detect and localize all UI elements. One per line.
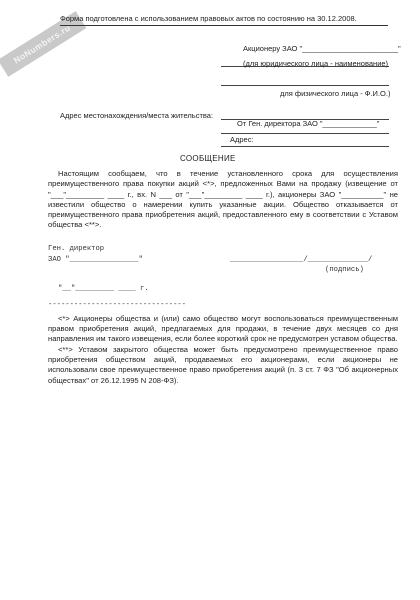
- legal-entity-hint: (для юридического лица - наименование): [243, 59, 389, 68]
- signature-date: "__"_________ ____ г.: [58, 285, 149, 293]
- address-line: [221, 146, 389, 147]
- watermark-text: NoNumbers.ru: [11, 22, 73, 66]
- body-text: Настоящим сообщаем, что в течение установленного срока для осуществления преимущественного права покупки акций <*>, предложенных Вами на продажу (извещение от "___"_________ ____ г., вх. N ___ от "___"_________ ____ г.), акционеры ЗАО "__________" не известили общество о намерении купить указанные акции. Общество отказывается от преимущественного права приобретения акций, предоставленного ему в соответствии с Уставом общества <**>.: [48, 169, 398, 230]
- signature-line: _________________/______________/: [230, 256, 373, 264]
- signature-hint: (подпись): [325, 266, 364, 274]
- header-note: Форма подготовлена с использованием правовых актов по состоянию на 30.12.2008.: [60, 14, 388, 26]
- document-title: СООБЩЕНИЕ: [180, 154, 236, 163]
- address-label: Адрес:: [230, 135, 254, 144]
- to-shareholder: Акционеру ЗАО "_______________________": [243, 44, 401, 53]
- blank-line: [221, 85, 389, 86]
- from-director: От Ген. директора ЗАО "_____________": [237, 119, 380, 128]
- footnote-1: <*> Акционеры общества и (или) само общество могут воспользоваться преимущественным правом приобретения акций, предлагаемых для продажи, в течение двух месяцев со дня направления им такого извещения, если более короткий срок не предусмотрен уставом общества.: [48, 314, 398, 344]
- signature-company: ЗАО "________________": [48, 256, 143, 264]
- signature-position: Ген. директор: [48, 245, 105, 253]
- footnote-separator: --------------------------------: [48, 301, 187, 309]
- director-line: [221, 133, 389, 134]
- location-label: Адрес местонахождения/места жительства:: [60, 111, 214, 120]
- footnote-2: <**> Уставом закрытого общества может быть предусмотрено преимущественное право приобретения обществом акций, продаваемых его акционерами, если акционеры не использовали свое преимущественное право приобретения акций (п. 3 ст. 7 ФЗ "Об акционерных обществах" от 26.12.1995 N 208-ФЗ).: [48, 345, 398, 385]
- individual-hint: для физического лица - Ф.И.О.): [280, 89, 391, 98]
